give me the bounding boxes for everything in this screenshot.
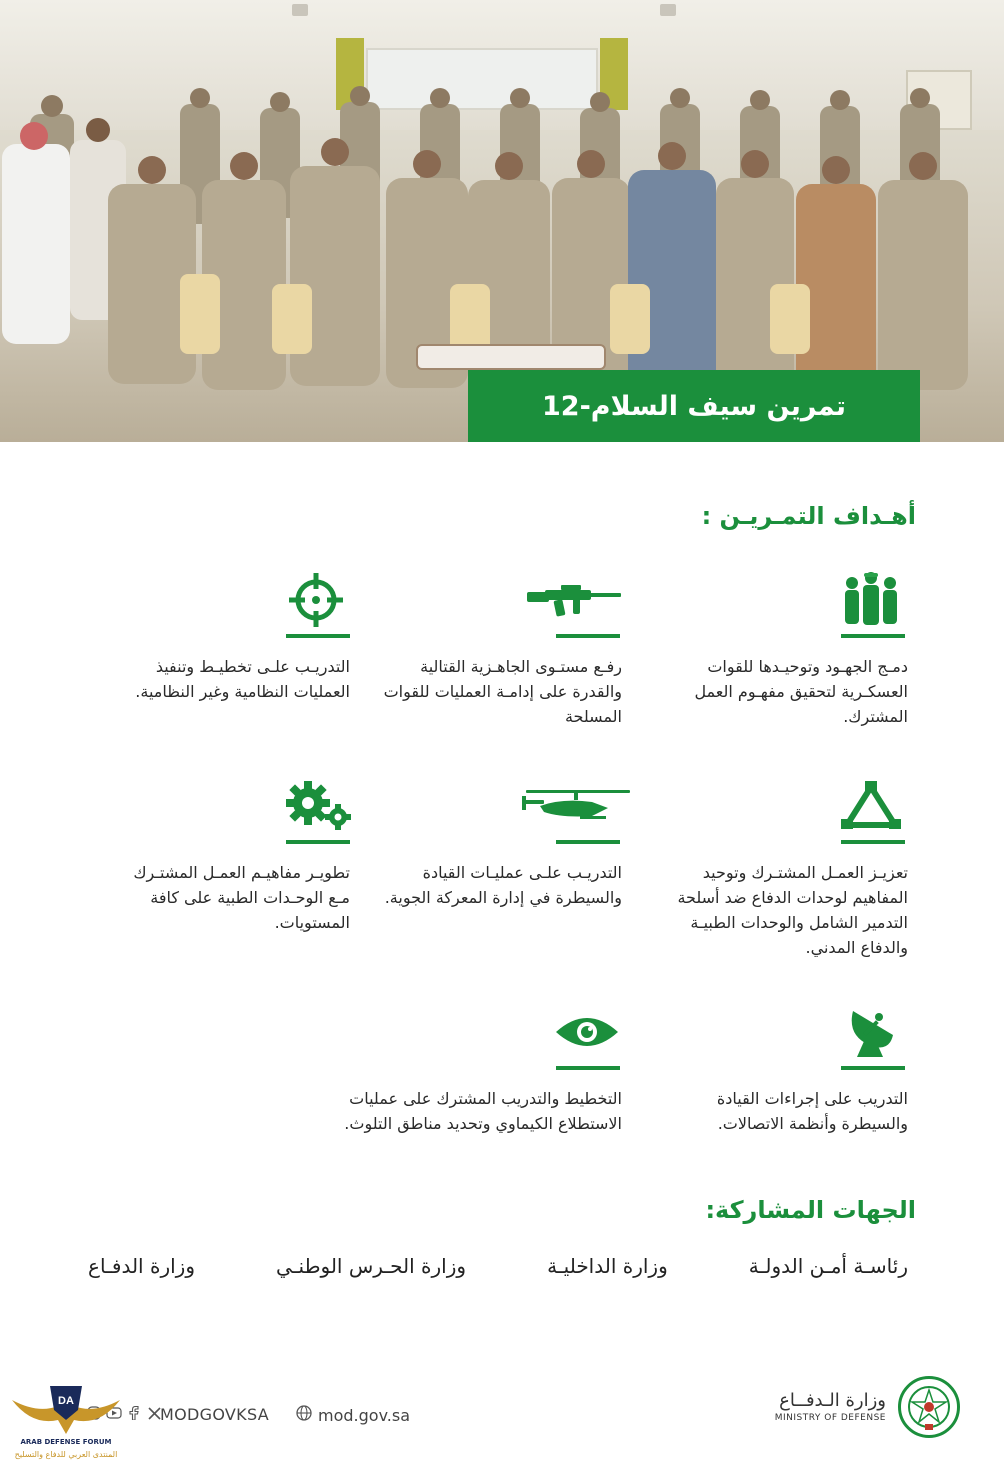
participant-name: وزارة الحـرس الوطنـي [276,1254,467,1278]
ministry-name-ar: وزارة الـدفــاع [779,1390,886,1411]
objective-divider [841,840,905,844]
objective-item [382,776,622,956]
objective-item [110,570,350,750]
rifle-icon [520,570,630,630]
ceiling-lamp [660,4,676,16]
participants-heading: الجهات المشاركة: [705,1196,916,1224]
coffee-table [416,344,606,370]
objective-divider [556,634,620,638]
eye-icon [552,1002,622,1062]
objective-divider [286,634,350,638]
forum-name-ar: المنتدى العربي للدفاع والتسليح [14,1450,118,1459]
ceiling-lamp [292,4,308,16]
objective-text: رفـع مستـوى الجاهـزية القتالية والقدرة على إدامـة العمليات للقوات المسلحة [383,657,622,726]
objective-divider [841,634,905,638]
objective-text: تطويـر مفاهيـم العمـل المشتـرك مـع الوحـدات الطبية على كافة المستويات. [133,863,350,932]
crosshair-icon [281,570,351,630]
objective-text: التخطيط والتدريب المشترك على عمليات الاستطلاع الكيماوي وتحديد مناطق التلوث. [344,1089,622,1133]
exercise-title: تمرين سيف السلام-12 [542,390,846,422]
participant-name: وزارة الداخليـة [547,1254,668,1278]
participant-name: وزارة الدفـاع [88,1254,195,1278]
objective-item [382,570,622,750]
objective-item [668,776,908,996]
objective-text: التدريب على إجراءات القيادة والسيطرة وأنظمة الاتصالات. [716,1089,908,1133]
objective-divider [841,1066,905,1070]
satellite-dish-icon [836,1002,906,1062]
ministry-wordmark [775,1390,886,1423]
objective-text: التدريـب علـى تخطيـط وتنفيذ العمليات النظامية وغير النظامية. [135,657,350,701]
x-icon[interactable] [146,1405,162,1421]
participants-list [88,1254,908,1278]
forum-name-en: ARAB DEFENSE FORUM [20,1438,112,1446]
objective-divider [556,1066,620,1070]
svg-text:DA: DA [58,1395,74,1407]
website-text: mod.gov.sa [318,1405,411,1425]
objective-item [668,1002,908,1142]
globe-icon [296,1405,312,1425]
objective-item [300,1002,622,1142]
objective-divider [556,840,620,844]
ministry-emblem-icon [898,1376,960,1438]
forum-watermark [8,1380,124,1468]
objective-item [110,776,350,956]
objective-divider [286,840,350,844]
forum-eagle-logo-icon [8,1380,124,1438]
exercise-title-banner [468,370,920,442]
social-handle[interactable]: MODGOVKSA [160,1405,269,1424]
objectives-heading: أهـداف التمـريـن : [701,502,916,530]
helicopter-icon [520,776,636,836]
ministry-name-en: MINISTRY OF DEFENSE [774,1413,886,1423]
objective-text: التدريـب علـى عمليـات القيادة والسيطرة في إدارة المعركة الجوية. [384,863,622,907]
soldiers-icon [836,570,906,630]
triangle-nodes-icon [836,776,906,836]
facebook-icon[interactable] [126,1405,142,1421]
website-link[interactable] [296,1405,410,1425]
objective-item [668,570,908,750]
gears-icon [284,776,354,836]
participant-name: رئاسـة أمـن الدولـة [748,1254,908,1278]
objective-text: تعزيـز العمـل المشتـرك وتوحيد المفاهيم لوحدات الدفاع ضد أسلحة التدمير الشامل والوحدات الطبيـة والدفاع المدني. [677,863,908,957]
objective-text: دمـج الجهـود وتوحيـدها للقوات العسكـرية لتحقيق مفهـوم العمل المشترك. [694,657,908,726]
